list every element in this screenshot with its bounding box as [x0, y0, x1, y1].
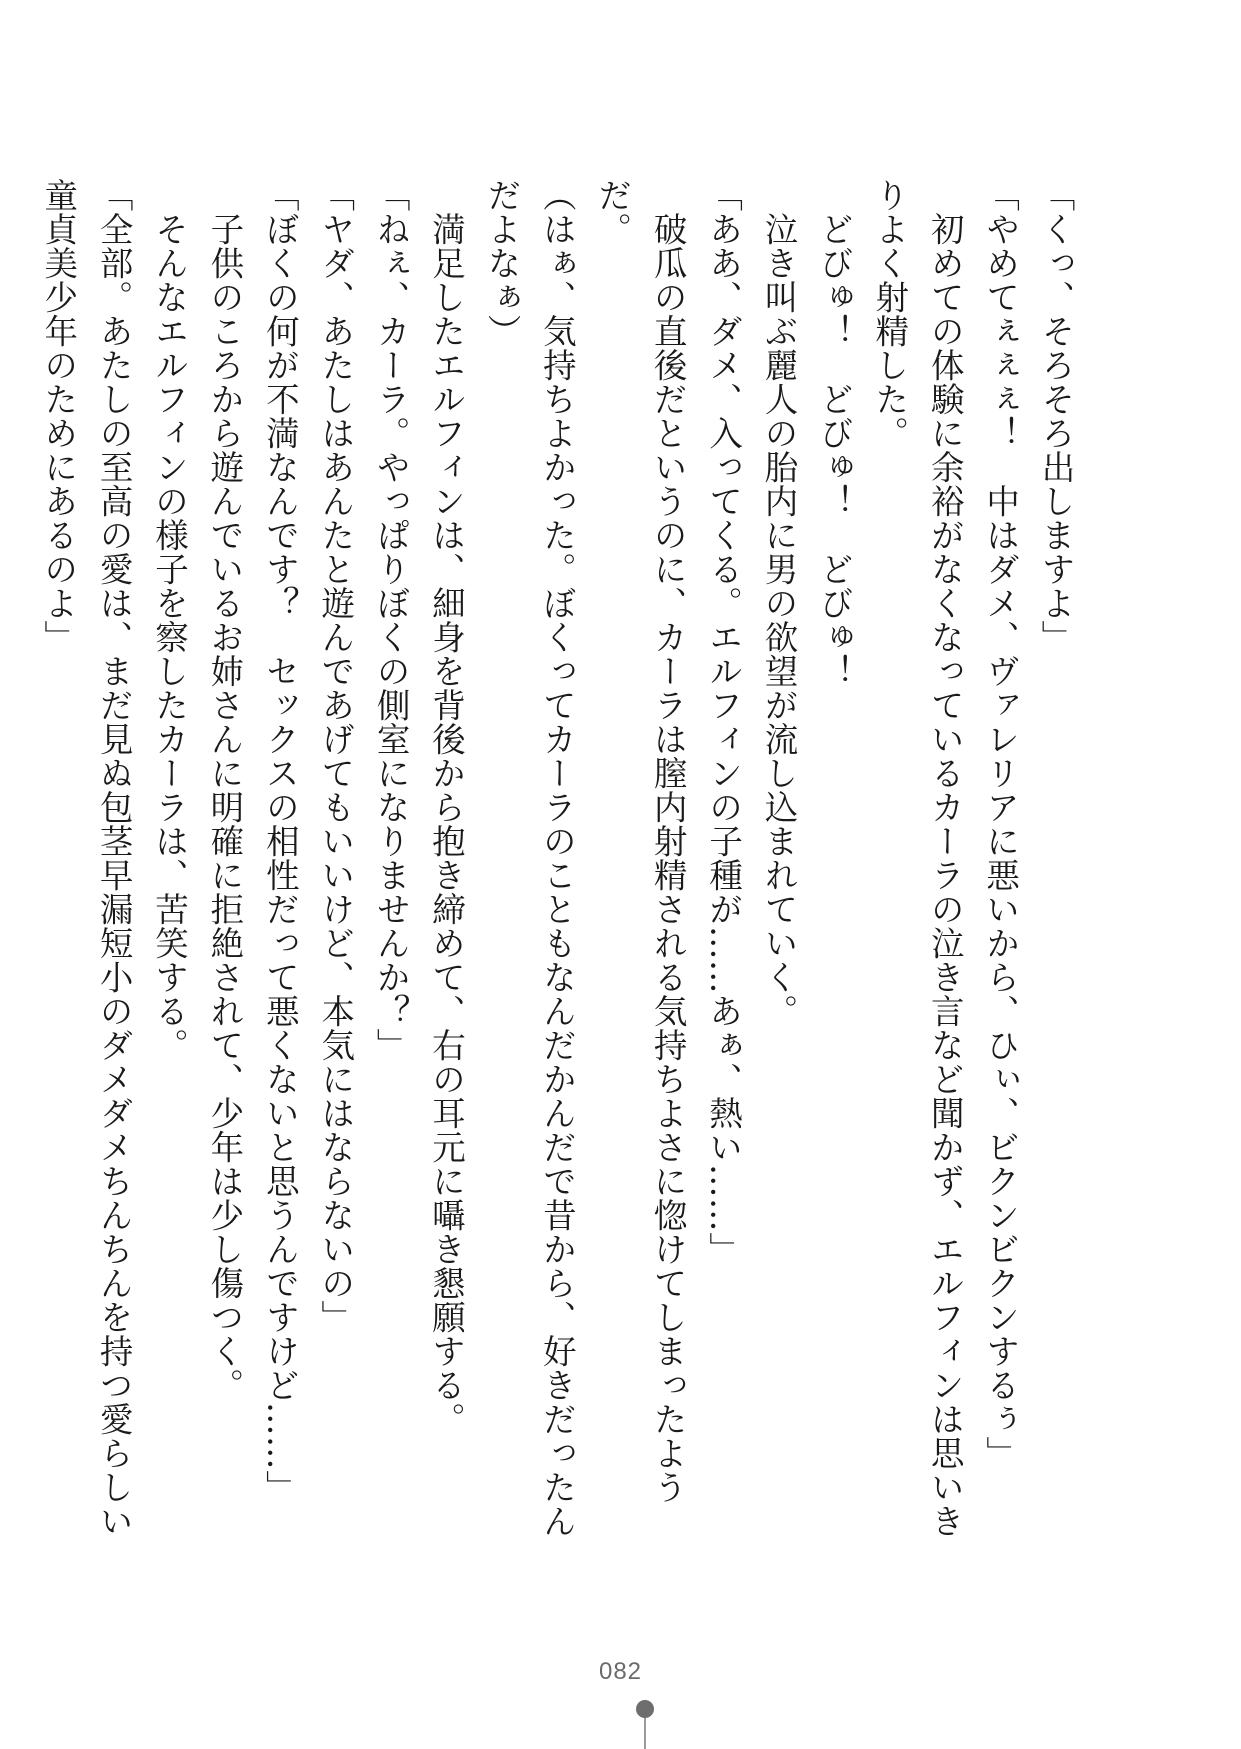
vertical-text-body	[38, 178, 1083, 1558]
page-number: 082	[598, 1658, 643, 1685]
paragraph-13: 子供のころから遊んでいるお姉さんに明確に拒絶されて、少年は少し傷つく。	[204, 178, 244, 1402]
paragraph-6: 「ああ、ダメ、入ってくる。エルフィンの子種が……あぁ、熱い……」	[703, 178, 743, 1266]
paragraph-4: どびゅ！ どびゅ！ どびゅ！	[814, 178, 854, 688]
page-ornament-dot-icon	[636, 1700, 654, 1718]
paragraph-15: 「全部。あたしの至高の愛は、まだ見ぬ包茎早漏短小のダメダメちんちんを持つ愛らしい童貞美少年のためにあるのよ」	[38, 178, 134, 1538]
paragraph-7: 破瓜の直後だというのに、カーラは膣内射精される気持ちよさに惚けてしまったようだ。	[592, 178, 688, 1504]
paragraph-5: 泣き叫ぶ麗人の胎内に男の欲望が流し込まれていく。	[758, 178, 798, 1028]
paragraph-8: （はぁ、気持ちよかった。ぼくってカーラのこともなんだかんだで昔から、好きだったんだよなぁ）	[481, 178, 577, 1538]
paragraph-9: 満足したエルフィンは、細身を背後から抱き締めて、右の耳元に囁き懇願する。	[426, 178, 466, 1436]
paragraph-10: 「ねぇ、カーラ。やっぱりぼくの側室になりませんか？」	[371, 178, 411, 1062]
paragraph-14: そんなエルフィンの様子を察したカーラは、苦笑する。	[149, 178, 189, 1062]
paragraph-3: 初めての体験に余裕がなくなっているカーラの泣き言など聞かず、エルフィンは思いきりよく射精した。	[869, 178, 965, 1538]
paragraph-1: 「くっ、そろそろ出しますよ」	[1036, 178, 1075, 654]
page-ornament-line	[644, 1718, 646, 1749]
paragraph-2: 「やめてぇぇぇ！ 中はダメ、ヴァレリアに悪いから、ひぃ、ビクンビクンするぅ」	[980, 178, 1020, 1470]
paragraph-12: 「ぼくの何が不満なんです？ セックスの相性だって悪くないと思うんですけど……」	[260, 178, 300, 1504]
paragraph-11: 「ヤダ、あたしはあんたと遊んであげてもいいけど、本気にはならないの」	[315, 178, 355, 1334]
